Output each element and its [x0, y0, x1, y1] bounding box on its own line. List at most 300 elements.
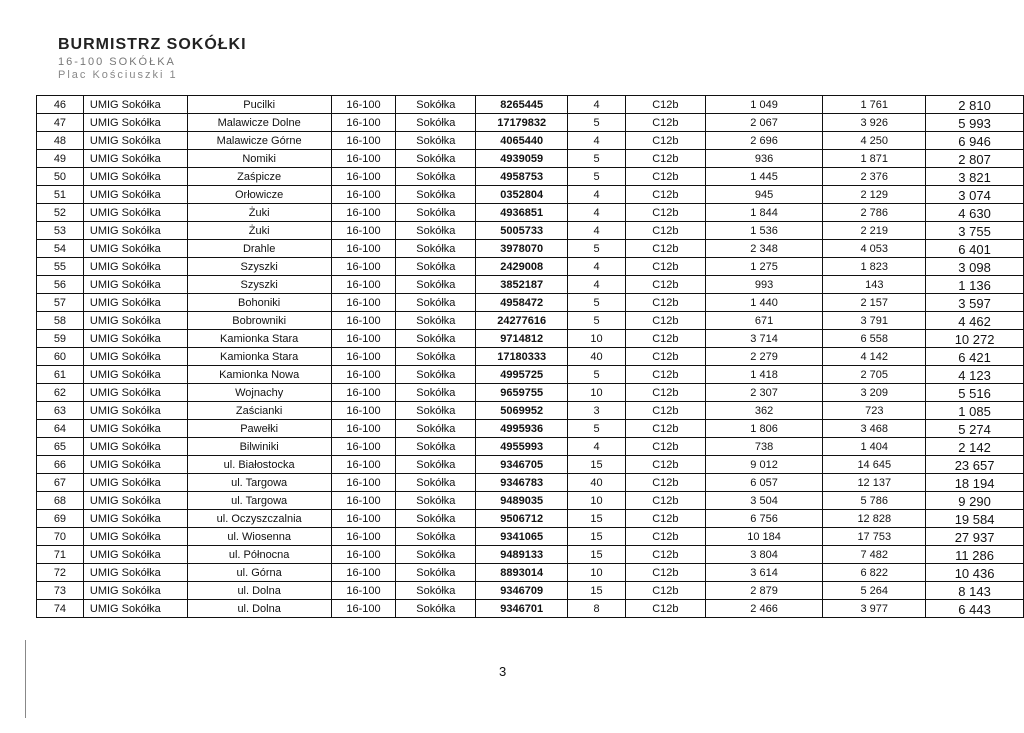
tariff-group: C12b — [625, 96, 705, 114]
row-number: 52 — [37, 204, 84, 222]
tariff-group: C12b — [625, 276, 705, 294]
consumption-zone1: 2 696 — [705, 132, 823, 150]
postal-code: 16-100 — [331, 384, 396, 402]
row-number: 72 — [37, 564, 84, 582]
meter-number: 17179832 — [476, 114, 568, 132]
customer-name: UMIG Sokółka — [83, 294, 187, 312]
consumption-zone2: 1 823 — [823, 258, 926, 276]
row-number: 46 — [37, 96, 84, 114]
consumption-zone2: 2 705 — [823, 366, 926, 384]
consumption-zone1: 6 756 — [705, 510, 823, 528]
tariff-group: C12b — [625, 330, 705, 348]
locality-name: ul. Targowa — [187, 474, 331, 492]
tariff-group: C12b — [625, 438, 705, 456]
consumption-zone2: 1 404 — [823, 438, 926, 456]
consumption-total: 3 597 — [926, 294, 1024, 312]
consumption-total: 3 098 — [926, 258, 1024, 276]
consumption-total: 6 443 — [926, 600, 1024, 618]
page-number: 3 — [499, 664, 507, 679]
consumption-total: 18 194 — [926, 474, 1024, 492]
locality-name: Kamionka Nowa — [187, 366, 331, 384]
meter-number: 4065440 — [476, 132, 568, 150]
contract-power: 5 — [568, 150, 626, 168]
meter-number: 9506712 — [476, 510, 568, 528]
consumption-zone1: 993 — [705, 276, 823, 294]
city-name: Sokółka — [396, 132, 476, 150]
customer-name: UMIG Sokółka — [83, 312, 187, 330]
city-name: Sokółka — [396, 240, 476, 258]
tariff-group: C12b — [625, 582, 705, 600]
locality-name: Wojnachy — [187, 384, 331, 402]
table-row — [37, 456, 1024, 474]
contract-power: 8 — [568, 600, 626, 618]
row-number: 74 — [37, 600, 84, 618]
postal-code: 16-100 — [331, 204, 396, 222]
consumption-zone1: 1 418 — [705, 366, 823, 384]
customer-name: UMIG Sokółka — [83, 132, 187, 150]
consumption-zone2: 4 142 — [823, 348, 926, 366]
table-row — [37, 150, 1024, 168]
city-name: Sokółka — [396, 222, 476, 240]
tariff-group: C12b — [625, 240, 705, 258]
customer-name: UMIG Sokółka — [83, 168, 187, 186]
consumption-zone1: 1 536 — [705, 222, 823, 240]
table-row — [37, 348, 1024, 366]
row-number: 63 — [37, 402, 84, 420]
city-name: Sokółka — [396, 492, 476, 510]
meter-number: 24277616 — [476, 312, 568, 330]
consumption-total: 6 946 — [926, 132, 1024, 150]
meter-number: 9346705 — [476, 456, 568, 474]
meter-number: 9346783 — [476, 474, 568, 492]
consumption-zone2: 2 129 — [823, 186, 926, 204]
consumption-zone2: 2 157 — [823, 294, 926, 312]
customer-name: UMIG Sokółka — [83, 546, 187, 564]
consumption-zone2: 4 053 — [823, 240, 926, 258]
postal-code: 16-100 — [331, 240, 396, 258]
contract-power: 3 — [568, 402, 626, 420]
locality-name: Kamionka Stara — [187, 348, 331, 366]
postal-code: 16-100 — [331, 456, 396, 474]
consumption-total: 5 993 — [926, 114, 1024, 132]
contract-power: 15 — [568, 528, 626, 546]
consumption-zone1: 936 — [705, 150, 823, 168]
meter-number: 9714812 — [476, 330, 568, 348]
table-row — [37, 420, 1024, 438]
table-row — [37, 330, 1024, 348]
city-name: Sokółka — [396, 600, 476, 618]
city-name: Sokółka — [396, 546, 476, 564]
office-postal: 16-100 SOKÓŁKA — [58, 56, 176, 68]
consumption-zone2: 2 219 — [823, 222, 926, 240]
city-name: Sokółka — [396, 330, 476, 348]
consumption-total: 2 142 — [926, 438, 1024, 456]
consumption-total: 10 436 — [926, 564, 1024, 582]
meter-number: 5005733 — [476, 222, 568, 240]
customer-name: UMIG Sokółka — [83, 510, 187, 528]
row-number: 48 — [37, 132, 84, 150]
consumption-zone1: 2 067 — [705, 114, 823, 132]
contract-power: 15 — [568, 510, 626, 528]
city-name: Sokółka — [396, 186, 476, 204]
tariff-group: C12b — [625, 564, 705, 582]
locality-name: ul. Oczyszczalnia — [187, 510, 331, 528]
postal-code: 16-100 — [331, 222, 396, 240]
city-name: Sokółka — [396, 510, 476, 528]
consumption-zone1: 1 440 — [705, 294, 823, 312]
city-name: Sokółka — [396, 150, 476, 168]
city-name: Sokółka — [396, 258, 476, 276]
locality-name: Żuki — [187, 222, 331, 240]
consumption-zone2: 3 791 — [823, 312, 926, 330]
row-number: 49 — [37, 150, 84, 168]
customer-name: UMIG Sokółka — [83, 240, 187, 258]
row-number: 60 — [37, 348, 84, 366]
postal-code: 16-100 — [331, 330, 396, 348]
locality-name: Bilwiniki — [187, 438, 331, 456]
locality-name: Orłowicze — [187, 186, 331, 204]
row-number: 56 — [37, 276, 84, 294]
consumption-total: 3 821 — [926, 168, 1024, 186]
consumption-zone1: 3 504 — [705, 492, 823, 510]
tariff-group: C12b — [625, 384, 705, 402]
row-number: 64 — [37, 420, 84, 438]
meter-number: 9346701 — [476, 600, 568, 618]
customer-name: UMIG Sokółka — [83, 222, 187, 240]
tariff-group: C12b — [625, 186, 705, 204]
table-row — [37, 366, 1024, 384]
meter-number: 9341065 — [476, 528, 568, 546]
customer-name: UMIG Sokółka — [83, 564, 187, 582]
consumption-total: 4 123 — [926, 366, 1024, 384]
consumption-total: 2 810 — [926, 96, 1024, 114]
consumption-total: 3 755 — [926, 222, 1024, 240]
postal-code: 16-100 — [331, 528, 396, 546]
table-row — [37, 258, 1024, 276]
city-name: Sokółka — [396, 420, 476, 438]
consumption-zone1: 1 806 — [705, 420, 823, 438]
postal-code: 16-100 — [331, 186, 396, 204]
consumption-zone1: 1 275 — [705, 258, 823, 276]
customer-name: UMIG Sokółka — [83, 204, 187, 222]
contract-power: 5 — [568, 420, 626, 438]
locality-name: ul. Wiosenna — [187, 528, 331, 546]
customer-name: UMIG Sokółka — [83, 186, 187, 204]
table-body — [37, 96, 1024, 618]
meter-number: 2429008 — [476, 258, 568, 276]
meter-number: 3852187 — [476, 276, 568, 294]
city-name: Sokółka — [396, 582, 476, 600]
city-name: Sokółka — [396, 276, 476, 294]
consumption-zone1: 2 348 — [705, 240, 823, 258]
city-name: Sokółka — [396, 168, 476, 186]
row-number: 53 — [37, 222, 84, 240]
locality-name: Szyszki — [187, 258, 331, 276]
row-number: 71 — [37, 546, 84, 564]
consumption-total: 4 630 — [926, 204, 1024, 222]
contract-power: 4 — [568, 258, 626, 276]
consumption-zone2: 6 558 — [823, 330, 926, 348]
margin-line — [25, 640, 26, 718]
contract-power: 4 — [568, 186, 626, 204]
row-number: 69 — [37, 510, 84, 528]
consumption-total: 8 143 — [926, 582, 1024, 600]
meter-number: 8265445 — [476, 96, 568, 114]
meter-number: 9659755 — [476, 384, 568, 402]
consumption-zone2: 3 926 — [823, 114, 926, 132]
postal-code: 16-100 — [331, 348, 396, 366]
consumption-total: 4 462 — [926, 312, 1024, 330]
tariff-group: C12b — [625, 312, 705, 330]
consumption-total: 27 937 — [926, 528, 1024, 546]
consumption-zone2: 3 977 — [823, 600, 926, 618]
tariff-group: C12b — [625, 204, 705, 222]
customer-name: UMIG Sokółka — [83, 528, 187, 546]
contract-power: 4 — [568, 276, 626, 294]
tariff-group: C12b — [625, 366, 705, 384]
meter-number: 3978070 — [476, 240, 568, 258]
meter-number: 5069952 — [476, 402, 568, 420]
row-number: 70 — [37, 528, 84, 546]
table-row — [37, 438, 1024, 456]
locality-name: Nomiki — [187, 150, 331, 168]
postal-code: 16-100 — [331, 132, 396, 150]
meter-number: 9489133 — [476, 546, 568, 564]
postal-code: 16-100 — [331, 150, 396, 168]
tariff-group: C12b — [625, 600, 705, 618]
table-row — [37, 276, 1024, 294]
postal-code: 16-100 — [331, 294, 396, 312]
contract-power: 5 — [568, 366, 626, 384]
table-row — [37, 564, 1024, 582]
city-name: Sokółka — [396, 294, 476, 312]
contract-power: 4 — [568, 222, 626, 240]
meter-number: 4995936 — [476, 420, 568, 438]
row-number: 68 — [37, 492, 84, 510]
city-name: Sokółka — [396, 384, 476, 402]
consumption-zone2: 7 482 — [823, 546, 926, 564]
customer-name: UMIG Sokółka — [83, 582, 187, 600]
consumption-zone2: 5 786 — [823, 492, 926, 510]
contract-power: 15 — [568, 456, 626, 474]
row-number: 50 — [37, 168, 84, 186]
consumption-zone1: 1 445 — [705, 168, 823, 186]
table-row — [37, 492, 1024, 510]
customer-name: UMIG Sokółka — [83, 420, 187, 438]
locality-name: ul. Dolna — [187, 582, 331, 600]
postal-code: 16-100 — [331, 258, 396, 276]
consumption-zone2: 12 828 — [823, 510, 926, 528]
tariff-group: C12b — [625, 528, 705, 546]
consumption-zone2: 2 786 — [823, 204, 926, 222]
meter-number: 0352804 — [476, 186, 568, 204]
postal-code: 16-100 — [331, 114, 396, 132]
tariff-group: C12b — [625, 510, 705, 528]
consumption-zone2: 143 — [823, 276, 926, 294]
row-number: 55 — [37, 258, 84, 276]
tariff-group: C12b — [625, 168, 705, 186]
consumption-zone2: 3 468 — [823, 420, 926, 438]
consumption-zone1: 1 049 — [705, 96, 823, 114]
postal-code: 16-100 — [331, 312, 396, 330]
table-row — [37, 510, 1024, 528]
contract-power: 15 — [568, 582, 626, 600]
customer-name: UMIG Sokółka — [83, 474, 187, 492]
locality-name: ul. Targowa — [187, 492, 331, 510]
consumption-zone2: 3 209 — [823, 384, 926, 402]
table-row — [37, 96, 1024, 114]
contract-power: 10 — [568, 492, 626, 510]
customer-name: UMIG Sokółka — [83, 348, 187, 366]
consumption-total: 6 421 — [926, 348, 1024, 366]
contract-power: 40 — [568, 474, 626, 492]
locality-name: Pucilki — [187, 96, 331, 114]
consumption-total: 10 272 — [926, 330, 1024, 348]
row-number: 66 — [37, 456, 84, 474]
city-name: Sokółka — [396, 312, 476, 330]
contract-power: 5 — [568, 114, 626, 132]
consumption-zone1: 6 057 — [705, 474, 823, 492]
consumption-total: 9 290 — [926, 492, 1024, 510]
postal-code: 16-100 — [331, 366, 396, 384]
locality-name: Pawełki — [187, 420, 331, 438]
table-row — [37, 294, 1024, 312]
locality-name: ul. Górna — [187, 564, 331, 582]
postal-code: 16-100 — [331, 402, 396, 420]
table-row — [37, 114, 1024, 132]
tariff-group: C12b — [625, 474, 705, 492]
table-row — [37, 222, 1024, 240]
table-row — [37, 168, 1024, 186]
consumption-total: 5 516 — [926, 384, 1024, 402]
contract-power: 4 — [568, 204, 626, 222]
consumption-zone1: 2 279 — [705, 348, 823, 366]
postal-code: 16-100 — [331, 492, 396, 510]
row-number: 58 — [37, 312, 84, 330]
table-row — [37, 240, 1024, 258]
consumption-total: 2 807 — [926, 150, 1024, 168]
consumption-total: 5 274 — [926, 420, 1024, 438]
consumption-total: 1 136 — [926, 276, 1024, 294]
meter-number: 4939059 — [476, 150, 568, 168]
city-name: Sokółka — [396, 564, 476, 582]
table-row — [37, 546, 1024, 564]
contract-power: 4 — [568, 132, 626, 150]
contract-power: 40 — [568, 348, 626, 366]
consumption-total: 1 085 — [926, 402, 1024, 420]
consumption-zone1: 10 184 — [705, 528, 823, 546]
office-name: BURMISTRZ SOKÓŁKI — [58, 36, 247, 53]
tariff-group: C12b — [625, 114, 705, 132]
locality-name: Bobrowniki — [187, 312, 331, 330]
customer-name: UMIG Sokółka — [83, 456, 187, 474]
tariff-group: C12b — [625, 420, 705, 438]
meter-number: 4995725 — [476, 366, 568, 384]
customer-name: UMIG Sokółka — [83, 402, 187, 420]
contract-power: 4 — [568, 96, 626, 114]
customer-name: UMIG Sokółka — [83, 600, 187, 618]
meter-number: 17180333 — [476, 348, 568, 366]
tariff-group: C12b — [625, 132, 705, 150]
customer-name: UMIG Sokółka — [83, 384, 187, 402]
row-number: 67 — [37, 474, 84, 492]
tariff-group: C12b — [625, 150, 705, 168]
customer-name: UMIG Sokółka — [83, 366, 187, 384]
table-row — [37, 312, 1024, 330]
customer-name: UMIG Sokółka — [83, 438, 187, 456]
row-number: 59 — [37, 330, 84, 348]
consumption-zone1: 2 466 — [705, 600, 823, 618]
postal-code: 16-100 — [331, 546, 396, 564]
meter-number: 9489035 — [476, 492, 568, 510]
city-name: Sokółka — [396, 438, 476, 456]
contract-power: 15 — [568, 546, 626, 564]
city-name: Sokółka — [396, 348, 476, 366]
postal-code: 16-100 — [331, 474, 396, 492]
locality-name: Malawicze Dolne — [187, 114, 331, 132]
locality-name: Malawicze Górne — [187, 132, 331, 150]
consumption-zone1: 2 879 — [705, 582, 823, 600]
postal-code: 16-100 — [331, 168, 396, 186]
row-number: 61 — [37, 366, 84, 384]
contract-power: 10 — [568, 384, 626, 402]
contract-power: 5 — [568, 312, 626, 330]
consumption-zone1: 3 804 — [705, 546, 823, 564]
city-name: Sokółka — [396, 96, 476, 114]
contract-power: 10 — [568, 330, 626, 348]
tariff-group: C12b — [625, 258, 705, 276]
table-row — [37, 402, 1024, 420]
city-name: Sokółka — [396, 528, 476, 546]
consumption-zone1: 671 — [705, 312, 823, 330]
consumption-total: 19 584 — [926, 510, 1024, 528]
consumption-zone1: 945 — [705, 186, 823, 204]
row-number: 54 — [37, 240, 84, 258]
city-name: Sokółka — [396, 474, 476, 492]
contract-power: 5 — [568, 168, 626, 186]
table-row — [37, 600, 1024, 618]
row-number: 73 — [37, 582, 84, 600]
table-row — [37, 384, 1024, 402]
office-street: Plac Kościuszki 1 — [58, 69, 178, 81]
tariff-group: C12b — [625, 222, 705, 240]
row-number: 47 — [37, 114, 84, 132]
customer-name: UMIG Sokółka — [83, 492, 187, 510]
city-name: Sokółka — [396, 456, 476, 474]
consumption-zone1: 738 — [705, 438, 823, 456]
row-number: 57 — [37, 294, 84, 312]
customer-name: UMIG Sokółka — [83, 150, 187, 168]
consumption-total: 6 401 — [926, 240, 1024, 258]
tariff-group: C12b — [625, 348, 705, 366]
consumption-zone1: 2 307 — [705, 384, 823, 402]
customer-name: UMIG Sokółka — [83, 96, 187, 114]
city-name: Sokółka — [396, 114, 476, 132]
meter-number: 4936851 — [476, 204, 568, 222]
contract-power: 5 — [568, 240, 626, 258]
meter-number: 4958753 — [476, 168, 568, 186]
consumption-zone2: 6 822 — [823, 564, 926, 582]
consumption-zone1: 362 — [705, 402, 823, 420]
row-number: 51 — [37, 186, 84, 204]
tariff-group: C12b — [625, 294, 705, 312]
table-row — [37, 582, 1024, 600]
office-stamp — [58, 36, 247, 81]
contract-power: 5 — [568, 294, 626, 312]
contract-power: 4 — [568, 438, 626, 456]
consumption-zone1: 1 844 — [705, 204, 823, 222]
postal-code: 16-100 — [331, 510, 396, 528]
